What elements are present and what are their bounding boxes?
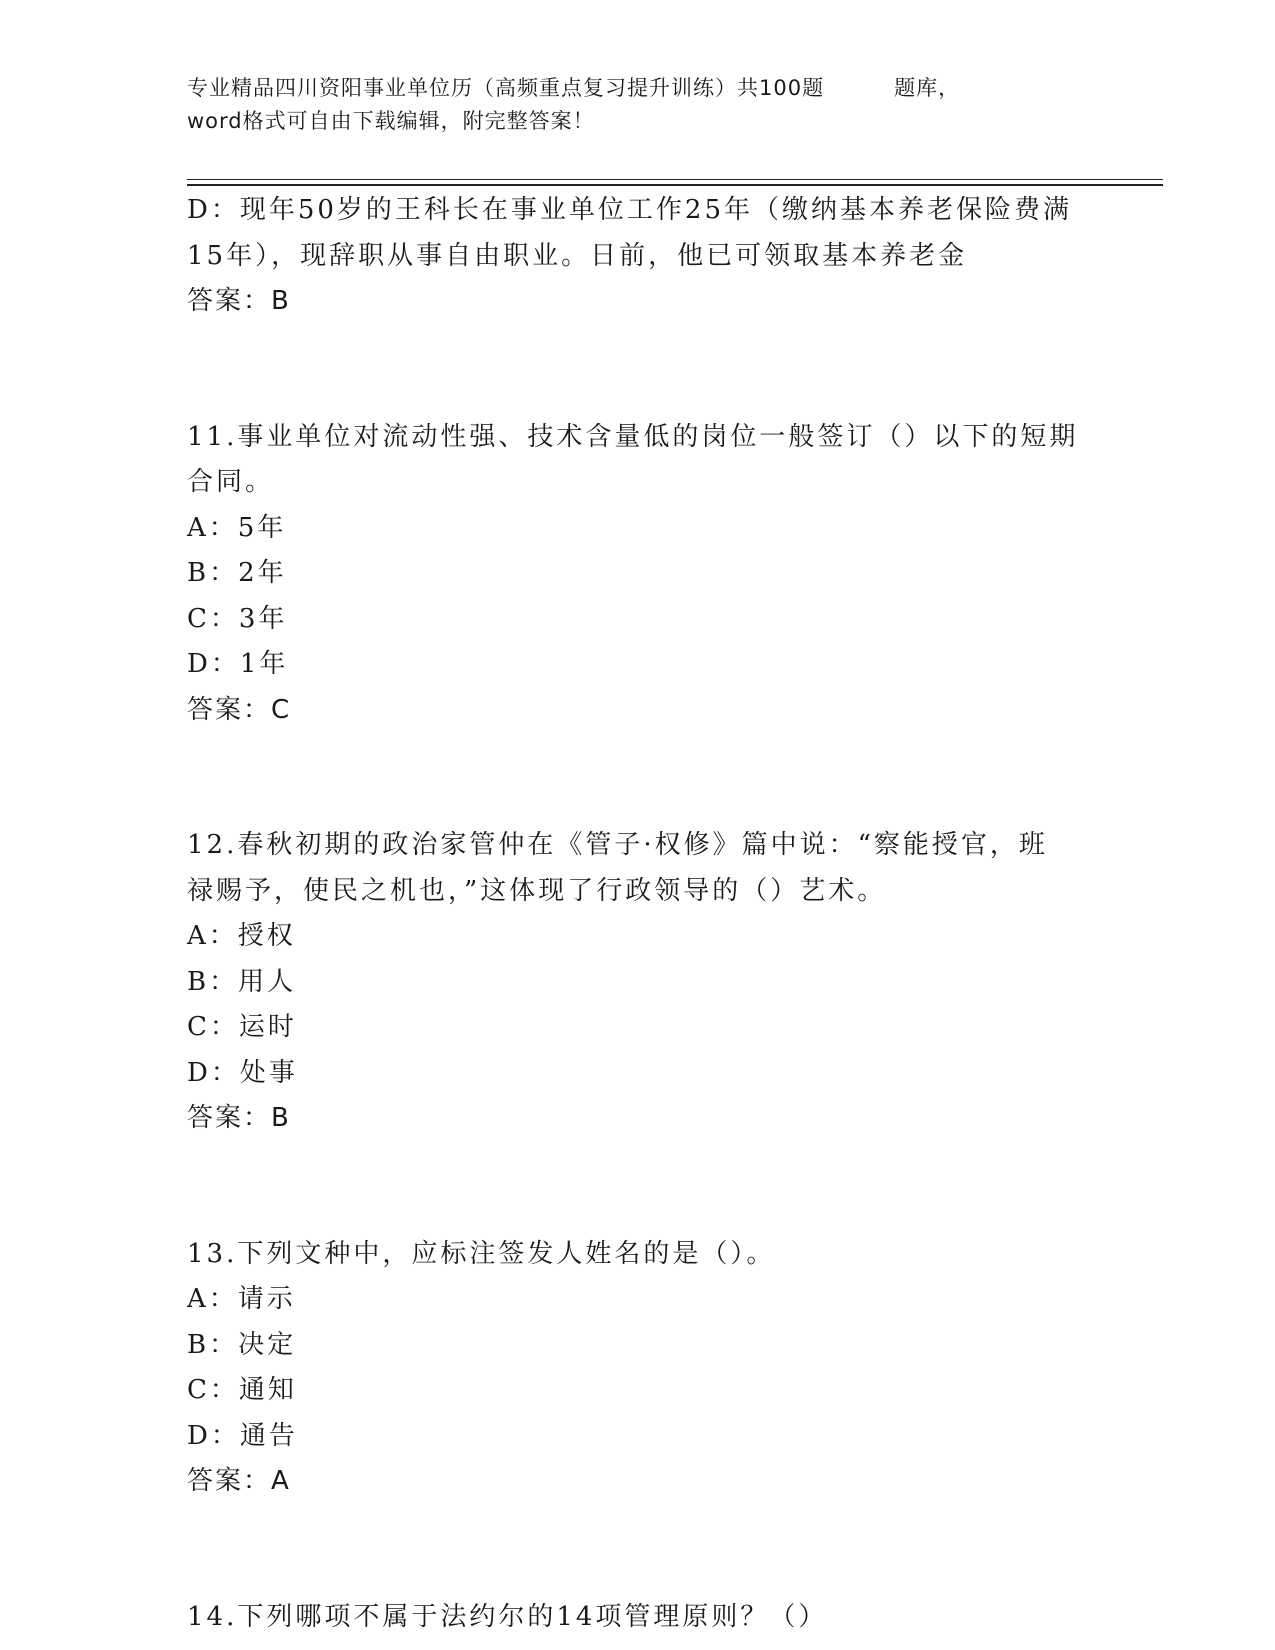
option-b: B：用人 xyxy=(187,966,297,997)
header-title: 专业精品四川资阳事业单位历（高频重点复习提升训练）共100题 xyxy=(187,76,825,100)
question-stem: 12.春秋初期的政治家管仲在《管子·权修》篇中说：“察能授官，班 xyxy=(187,830,1048,860)
question-stem: 14.下列哪项不属于法约尔的14项管理原则？（） xyxy=(187,1601,828,1632)
header-line-2: word格式可自由下载编辑，附完整答案！ xyxy=(187,109,595,133)
option-b: B：决定 xyxy=(187,1329,297,1360)
answer-label: 答案：B xyxy=(187,286,291,316)
option-c: C：3年 xyxy=(187,603,288,634)
prev-question-block xyxy=(187,188,1087,325)
header-divider-thin xyxy=(187,179,1163,180)
option-c: C：通知 xyxy=(187,1375,297,1405)
question-14 xyxy=(187,1595,1087,1641)
question-11 xyxy=(187,415,1087,734)
question-13 xyxy=(187,1232,1087,1505)
option-d: D：通告 xyxy=(187,1420,298,1451)
question-stem-continued: 合同。 xyxy=(187,467,275,497)
option-c: C：运时 xyxy=(187,1012,297,1042)
option-d: D：现年50岁的王科长在事业单位工作25年（缴纳基本养老保险费满 xyxy=(187,195,1073,225)
answer-label: 答案：B xyxy=(187,1103,291,1133)
option-b: B：2年 xyxy=(187,558,287,588)
option-d: D：处事 xyxy=(187,1057,298,1088)
header-line-1 xyxy=(187,72,1087,105)
answer-label: 答案：C xyxy=(187,694,292,725)
option-d: D：1年 xyxy=(187,649,289,679)
question-list xyxy=(187,188,1087,1640)
option-a: A：5年 xyxy=(187,512,287,543)
option-a: A：授权 xyxy=(187,921,296,951)
option-a: A：请示 xyxy=(187,1284,296,1314)
document-header xyxy=(187,72,1087,138)
question-stem: 11.事业单位对流动性强、技术含量低的岗位一般签订（）以下的短期 xyxy=(187,421,1079,452)
header-title-suffix: 题库， xyxy=(894,76,961,100)
question-stem-continued: 禄赐予，使民之机也，”这体现了行政领导的（）艺术。 xyxy=(187,875,887,906)
answer-label: 答案：A xyxy=(187,1466,291,1496)
header-divider-thick xyxy=(187,184,1163,186)
question-stem: 13.下列文种中，应标注签发人姓名的是（）。 xyxy=(187,1238,776,1269)
question-12 xyxy=(187,823,1087,1142)
option-d-continued: 15年），现辞职从事自由职业。日前，他已可领取基本养老金 xyxy=(187,240,968,271)
